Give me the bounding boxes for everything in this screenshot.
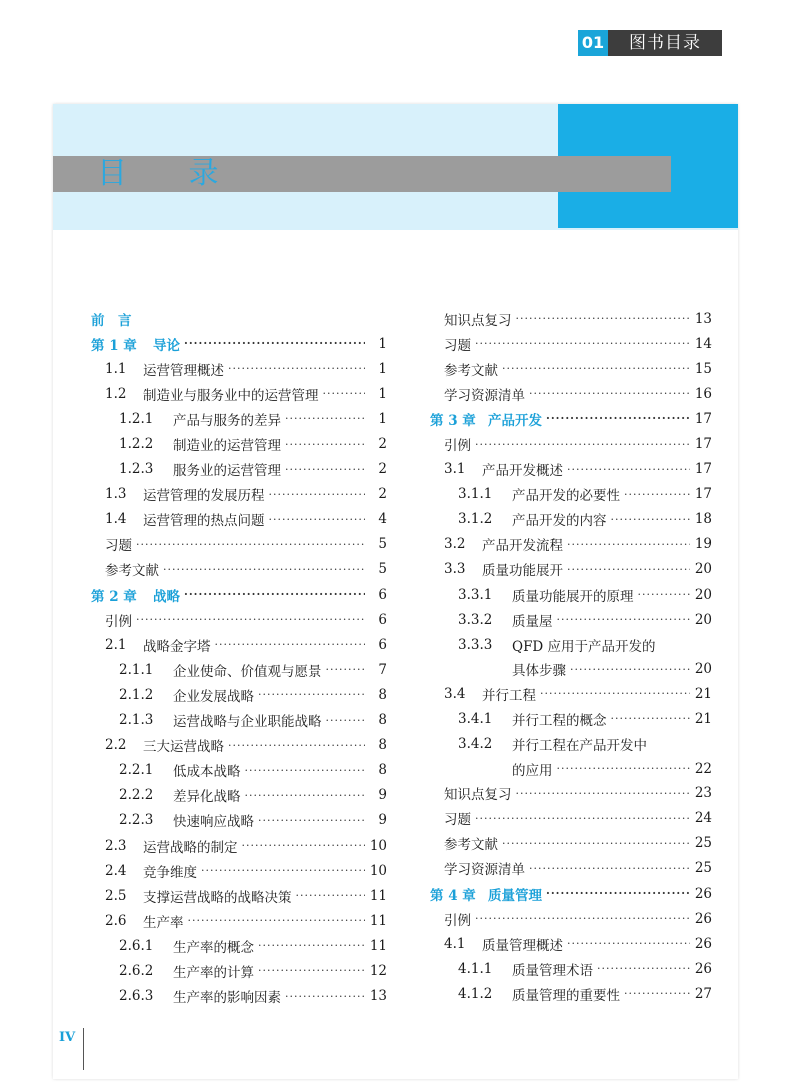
toc-entry-number: 4.1 [444, 935, 466, 952]
toc-leader-dots [475, 438, 690, 451]
toc-entry-title: 并行工程在产品开发中 [512, 738, 647, 755]
toc-entry [430, 956, 712, 981]
toc-entry [430, 657, 712, 681]
toc-leader-dots [215, 638, 366, 651]
toc-entry-number: 3.3.2 [458, 611, 493, 628]
toc-left-column [91, 306, 387, 1009]
toc-entry [430, 431, 712, 456]
toc-entry-title: 生产率的计算 [173, 964, 254, 981]
toc-leader-dots [228, 739, 365, 752]
toc-entry [430, 981, 712, 1006]
toc-entry [430, 381, 712, 406]
toc-entry-title: 产品开发 [488, 412, 542, 429]
toc-entry [91, 682, 387, 707]
toc-leader-dots [567, 563, 690, 576]
toc-leader-dots [269, 488, 366, 501]
toc-leader-dots [228, 362, 365, 375]
toc-entry-number: 第 3 章 [430, 412, 476, 429]
toc-entry-title: 的应用 [512, 762, 553, 779]
toc-entry [91, 507, 387, 532]
toc-entry-number: 3.4.2 [458, 736, 493, 753]
toc-entry-title: 制造业的运营管理 [173, 438, 281, 455]
toc-entry [91, 306, 387, 331]
toc-entry [430, 757, 712, 781]
toc-entry-page: 22 [694, 760, 712, 777]
toc-leader-dots [611, 513, 691, 526]
toc-leader-dots [502, 837, 690, 850]
toc-entry [91, 783, 387, 808]
toc-entry-page: 1 [378, 335, 387, 352]
toc-entry-page: 12 [369, 962, 387, 979]
toc-entry-page: 11 [369, 912, 387, 929]
toc-leader-dots [546, 887, 690, 900]
toc-leader-dots [638, 588, 691, 601]
toc-entry-title: 学习资源清单 [444, 387, 525, 404]
toc-entry-page: 17 [694, 410, 712, 427]
toc-entry-page: 20 [694, 611, 712, 628]
toc-entry [91, 933, 387, 958]
toc-entry [91, 858, 387, 883]
toc-entry-page: 18 [694, 511, 712, 528]
toc-entry-page: 2 [378, 461, 387, 478]
toc-leader-dots [326, 663, 366, 676]
toc-entry [91, 607, 387, 632]
toc-leader-dots [285, 990, 365, 1003]
toc-entry-title: 战略金字塔 [143, 638, 211, 655]
toc-entry-page: 20 [694, 561, 712, 578]
toc-entry-title: 质量管理的重要性 [512, 987, 620, 1004]
toc-leader-dots [475, 337, 690, 350]
toc-entry-title: 参考文献 [105, 563, 159, 580]
toc-leader-dots [296, 889, 366, 902]
toc-entry [91, 733, 387, 758]
badge-number: 01 [578, 30, 608, 56]
toc-entry-number: 1.3 [105, 486, 127, 503]
toc-entry-number: 4.1.1 [458, 960, 493, 977]
toc-entry [430, 582, 712, 607]
toc-entry-number: 3.4.1 [458, 710, 493, 727]
toc-entry-page: 6 [378, 611, 387, 628]
toc-entry-title: 竞争维度 [143, 864, 197, 881]
toc-entry-page: 4 [378, 511, 387, 528]
toc-entry [430, 482, 712, 507]
toc-entry-page: 6 [378, 586, 387, 603]
toc-entry-title: 企业发展战略 [173, 688, 254, 705]
toc-entry [91, 331, 387, 356]
toc-entry [91, 984, 387, 1009]
toc-leader-dots [188, 914, 366, 927]
toc-entry-title: 引例 [444, 912, 471, 929]
toc-entry-title: 习题 [444, 812, 471, 829]
toc-leader-dots [570, 663, 690, 676]
toc-leader-dots [546, 412, 690, 425]
toc-leader-dots [184, 588, 365, 601]
toc-entry-number: 第 1 章 [91, 337, 137, 354]
toc-entry-page: 8 [378, 686, 387, 703]
toc-entry-number: 3.2 [444, 536, 466, 553]
toc-entry-page: 26 [694, 910, 712, 927]
toc-leader-dots [475, 812, 690, 825]
toc-entry [91, 406, 387, 431]
toc-entry-title: 运营管理概述 [143, 362, 224, 379]
toc-entry-page: 23 [694, 785, 712, 802]
toc-entry [430, 831, 712, 856]
toc-entry-title: 质量管理术语 [512, 962, 593, 979]
toc-entry [430, 931, 712, 956]
toc-entry [91, 958, 387, 983]
toc-entry [430, 706, 712, 731]
toc-leader-dots [136, 613, 365, 626]
toc-entry-title: QFD 应用于产品开发的 [512, 638, 656, 655]
toc-leader-dots [567, 463, 690, 476]
toc-entry-number: 2.2.1 [119, 762, 154, 779]
toc-entry-title: 低成本战略 [173, 764, 241, 781]
toc-entry-page: 17 [694, 486, 712, 503]
toc-entry-title: 制造业与服务业中的运营管理 [143, 387, 319, 404]
toc-entry-page: 27 [694, 985, 712, 1002]
toc-entry-title: 支撑运营战略的战略决策 [143, 889, 292, 906]
toc-entry [430, 507, 712, 532]
toc-entry-page: 10 [369, 837, 387, 854]
toc-leader-dots [323, 387, 366, 400]
toc-entry [430, 406, 712, 431]
toc-entry-title: 企业使命、价值观与愿景 [173, 663, 322, 680]
toc-entry [430, 532, 712, 557]
toc-entry-title: 产品与服务的差异 [173, 412, 281, 429]
toc-entry-number: 2.5 [105, 887, 127, 904]
toc-entry-page: 21 [694, 685, 712, 702]
toc-entry-title: 运营管理的发展历程 [143, 488, 265, 505]
toc-entry-number: 3.4 [444, 685, 466, 702]
toc-entry [430, 781, 712, 806]
toc-leader-dots [136, 538, 365, 551]
toc-entry-number: 3.1 [444, 461, 466, 478]
toc-entry [430, 806, 712, 831]
toc-entry [91, 908, 387, 933]
toc-entry-number: 1.2.2 [119, 436, 154, 453]
toc-entry-title: 并行工程的概念 [512, 712, 607, 729]
toc-entry-title: 质量屋 [512, 613, 553, 630]
toc-entry-number: 第 4 章 [430, 887, 476, 904]
toc-entry [430, 306, 712, 331]
toc-entry-number: 4.1.2 [458, 985, 493, 1002]
toc-entry-page: 5 [378, 561, 387, 578]
toc-entry-title: 参考文献 [444, 362, 498, 379]
toc-entry-page: 8 [378, 712, 387, 729]
page-number: IV [59, 1030, 76, 1045]
toc-leader-dots [245, 764, 366, 777]
toc-entry-page: 26 [694, 935, 712, 952]
page-title: 目 录 [97, 156, 245, 191]
toc-entry-title: 生产率的影响因素 [173, 990, 281, 1007]
toc-entry-page: 26 [694, 960, 712, 977]
toc-entry-number: 第 2 章 [91, 588, 137, 605]
toc-entry-title: 引例 [105, 613, 132, 630]
toc-entry-number: 2.3 [105, 837, 127, 854]
toc-entry-title: 三大运营战略 [143, 739, 224, 756]
toc-entry [430, 356, 712, 381]
toc-entry-title: 质量管理 [488, 887, 542, 904]
toc-entry-page: 6 [378, 636, 387, 653]
toc-entry-title: 差异化战略 [173, 789, 241, 806]
toc-entry [430, 881, 712, 906]
toc-entry-title: 运营管理的热点问题 [143, 513, 265, 530]
toc-entry-number: 前 言 [91, 312, 132, 329]
toc-entry-title: 产品开发的必要性 [512, 488, 620, 505]
toc-leader-dots [242, 839, 366, 852]
toc-leader-dots [557, 762, 691, 775]
toc-entry [91, 431, 387, 456]
toc-entry [430, 906, 712, 931]
toc-leader-dots [285, 412, 365, 425]
toc-leader-dots [258, 814, 365, 827]
toc-entry-page: 13 [694, 310, 712, 327]
toc-entry [91, 708, 387, 733]
toc-entry [91, 657, 387, 682]
toc-entry-title: 学习资源清单 [444, 862, 525, 879]
toc-leader-dots [624, 488, 690, 501]
toc-entry [430, 331, 712, 356]
toc-entry-title: 导论 [153, 337, 180, 354]
toc-entry [91, 381, 387, 406]
toc-leader-dots [326, 714, 366, 727]
toc-entry-title: 产品开发流程 [482, 538, 563, 555]
toc-entry [91, 758, 387, 783]
footer-divider [83, 1028, 84, 1070]
toc-entry-page: 15 [694, 360, 712, 377]
toc-leader-dots [269, 513, 366, 526]
toc-entry [91, 808, 387, 833]
toc-entry-title: 并行工程 [482, 687, 536, 704]
toc-page [53, 104, 738, 1079]
toc-entry-page: 5 [378, 536, 387, 553]
toc-entry-title: 运营战略的制定 [143, 839, 238, 856]
toc-entry-number: 3.3 [444, 561, 466, 578]
toc-entry-page: 21 [694, 710, 712, 727]
toc-entry [91, 557, 387, 582]
toc-leader-dots [529, 862, 690, 875]
toc-entry-page: 13 [369, 988, 387, 1005]
toc-right-column [430, 306, 712, 1006]
toc-entry-page: 2 [378, 436, 387, 453]
toc-entry [430, 681, 712, 706]
toc-entry-title: 运营战略与企业职能战略 [173, 714, 322, 731]
toc-entry-number: 2.6.2 [119, 962, 154, 979]
toc-entry-page: 9 [378, 812, 387, 829]
toc-entry-number: 1.4 [105, 511, 127, 528]
toc-leader-dots [516, 787, 691, 800]
toc-entry-number: 1.2.3 [119, 461, 154, 478]
toc-entry-title: 具体步骤 [512, 663, 566, 680]
toc-entry [430, 732, 712, 757]
toc-entry [91, 532, 387, 557]
toc-entry-number: 2.1.2 [119, 686, 154, 703]
toc-entry-page: 11 [369, 937, 387, 954]
toc-entry-number: 1.1 [105, 360, 127, 377]
toc-leader-dots [567, 538, 690, 551]
toc-entry-title: 习题 [444, 337, 471, 354]
toc-entry-page: 1 [378, 385, 387, 402]
toc-entry-page: 20 [694, 661, 712, 678]
toc-entry-number: 1.2 [105, 385, 127, 402]
toc-entry-number: 2.1.1 [119, 661, 154, 678]
toc-entry [91, 632, 387, 657]
toc-entry-title: 产品开发概述 [482, 463, 563, 480]
toc-entry-page: 14 [694, 335, 712, 352]
toc-leader-dots [258, 964, 365, 977]
toc-leader-dots [184, 337, 365, 350]
toc-entry-title: 生产率 [143, 914, 184, 931]
toc-entry-number: 2.2.3 [119, 812, 154, 829]
toc-leader-dots [245, 789, 366, 802]
toc-entry [430, 607, 712, 632]
toc-entry-number: 3.3.3 [458, 636, 493, 653]
toc-entry-title: 参考文献 [444, 837, 498, 854]
toc-entry-number: 2.2.2 [119, 787, 154, 804]
toc-entry [430, 632, 712, 657]
toc-entry-title: 质量管理概述 [482, 937, 563, 954]
toc-entry [91, 457, 387, 482]
toc-leader-dots [567, 937, 690, 950]
toc-entry-number: 2.4 [105, 862, 127, 879]
toc-leader-dots [285, 463, 365, 476]
toc-entry-number: 3.1.1 [458, 486, 493, 503]
toc-leader-dots [557, 613, 691, 626]
toc-entry-title: 习题 [105, 538, 132, 555]
toc-entry-page: 16 [694, 385, 712, 402]
toc-entry-number: 2.6 [105, 912, 127, 929]
toc-entry-page: 8 [378, 737, 387, 754]
toc-entry-page: 8 [378, 762, 387, 779]
toc-leader-dots [201, 864, 365, 877]
toc-leader-dots [502, 362, 690, 375]
toc-leader-dots [624, 987, 690, 1000]
toc-entry [430, 457, 712, 482]
toc-leader-dots [529, 387, 690, 400]
toc-entry-number: 2.2 [105, 737, 127, 754]
toc-entry-page: 1 [378, 360, 387, 377]
toc-entry [91, 833, 387, 858]
toc-entry [430, 557, 712, 582]
toc-leader-dots [611, 712, 691, 725]
toc-entry-title: 生产率的概念 [173, 939, 254, 956]
toc-entry-page: 20 [694, 586, 712, 603]
toc-entry-title: 质量功能展开 [482, 563, 563, 580]
toc-entry-page: 9 [378, 787, 387, 804]
toc-entry-number: 1.2.1 [119, 410, 154, 427]
toc-leader-dots [516, 312, 691, 325]
toc-entry-page: 24 [694, 810, 712, 827]
toc-entry [91, 482, 387, 507]
badge-label: 图书目录 [608, 30, 722, 56]
toc-entry-number: 2.6.1 [119, 937, 154, 954]
toc-entry-page: 2 [378, 486, 387, 503]
toc-entry [430, 856, 712, 881]
toc-entry-title: 质量功能展开的原理 [512, 588, 634, 605]
toc-entry-page: 17 [694, 461, 712, 478]
toc-entry-page: 25 [694, 835, 712, 852]
toc-entry-page: 11 [369, 887, 387, 904]
toc-entry-page: 10 [369, 862, 387, 879]
toc-entry-number: 2.6.3 [119, 988, 154, 1005]
toc-entry-title: 战略 [153, 588, 180, 605]
toc-entry-title: 快速响应战略 [173, 814, 254, 831]
toc-entry-page: 17 [694, 436, 712, 453]
toc-leader-dots [163, 563, 365, 576]
toc-entry-page: 25 [694, 860, 712, 877]
section-badge [578, 30, 722, 56]
toc-entry [91, 582, 387, 607]
toc-entry-title: 知识点复习 [444, 787, 512, 804]
toc-leader-dots [258, 939, 365, 952]
toc-leader-dots [540, 687, 690, 700]
toc-entry [91, 356, 387, 381]
toc-entry-title: 产品开发的内容 [512, 513, 607, 530]
toc-leader-dots [285, 438, 365, 451]
toc-entry-page: 1 [378, 410, 387, 427]
toc-entry-title: 服务业的运营管理 [173, 463, 281, 480]
toc-entry-page: 26 [694, 885, 712, 902]
toc-entry-page: 19 [694, 536, 712, 553]
toc-entry-title: 知识点复习 [444, 312, 512, 329]
toc-entry-number: 2.1 [105, 636, 127, 653]
toc-entry-number: 2.1.3 [119, 712, 154, 729]
toc-leader-dots [258, 688, 365, 701]
toc-leader-dots [475, 912, 690, 925]
toc-entry-page: 7 [378, 661, 387, 678]
toc-entry-number: 3.3.1 [458, 586, 493, 603]
toc-entry-title: 引例 [444, 438, 471, 455]
toc-leader-dots [597, 962, 690, 975]
toc-entry-number: 3.1.2 [458, 511, 493, 528]
toc-entry [91, 883, 387, 908]
